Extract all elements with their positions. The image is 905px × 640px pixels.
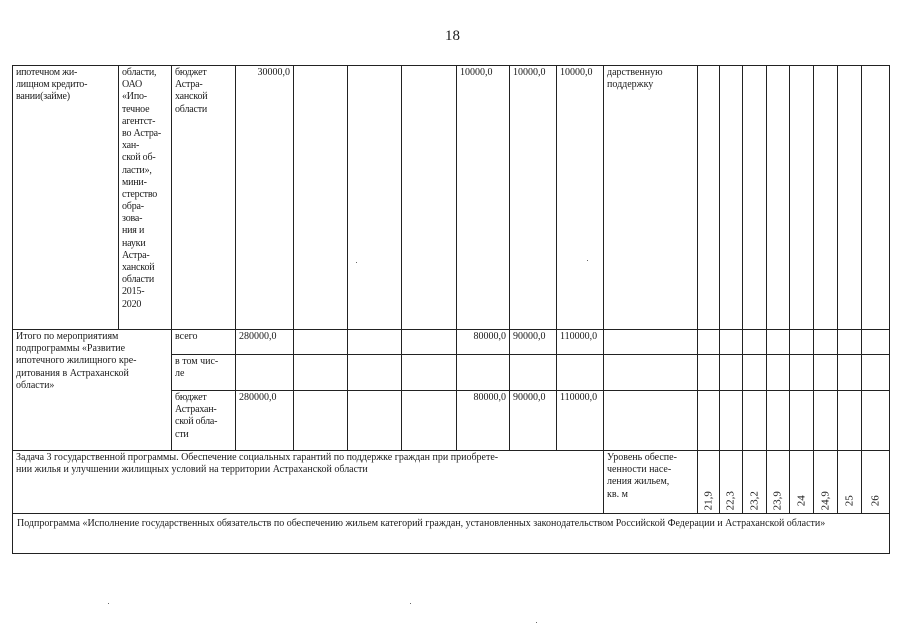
indicator-value: 24,9 xyxy=(818,490,831,510)
subprogram-row xyxy=(13,514,890,554)
measure-executors: области, ОАО «Ипо- течное агентст- во Астра- хан- ской об- ласти», мини- стерство обра- зова- ния и науки Астра- ханской области 2015- 2020 xyxy=(119,66,172,330)
measure-name: ипотечном жи- лищном кредито- вании(займе) xyxy=(13,66,119,330)
subtotal-year4: 80000,0 xyxy=(457,330,510,355)
indicator-value: 21,9 xyxy=(701,490,714,510)
subtotal-budget-year5: 90000,0 xyxy=(510,391,557,451)
subtotal-source-including: в том чис- ле xyxy=(172,355,236,391)
indicator-value: 23,9 xyxy=(771,490,784,510)
subtotal-source-budget: бюджет Астрахан- ской обла- сти xyxy=(172,391,236,451)
scan-speck xyxy=(108,603,109,604)
program-table xyxy=(12,65,890,554)
task3-row xyxy=(13,451,890,514)
subtotal-row-total xyxy=(13,330,890,355)
scan-speck xyxy=(356,262,357,263)
indicator-value: 22,3 xyxy=(724,490,737,510)
measure-year4: 10000,0 xyxy=(457,66,510,330)
subtotal-year5: 90000,0 xyxy=(510,330,557,355)
measure-year5: 10000,0 xyxy=(510,66,557,330)
subtotal-total: 280000,0 xyxy=(236,330,294,355)
indicator-value: 24 xyxy=(794,494,807,506)
measure-year6: 10000,0 xyxy=(557,66,604,330)
subtotal-label: Итого по мероприятиям подпрограммы «Развитие ипотечного жилищного кре- дитования в Астраханской области» xyxy=(13,330,172,451)
indicator-value: 26 xyxy=(868,494,881,506)
subtotal-year6: 110000,0 xyxy=(557,330,604,355)
indicator-value: 25 xyxy=(842,494,855,506)
page-number: 18 xyxy=(445,28,460,44)
measure-row xyxy=(13,66,890,330)
scan-speck xyxy=(587,260,588,261)
scan-speck xyxy=(536,622,537,623)
scan-speck xyxy=(410,603,411,604)
measure-total: 30000,0 xyxy=(236,66,294,330)
measure-source: бюджет Астра- ханской области xyxy=(172,66,236,330)
task3-indicator: Уровень обеспе- ченности насе- ления жильем, кв. м xyxy=(604,451,698,514)
measure-result: дарственную поддержку xyxy=(604,66,698,330)
subprogram-text: Подпрограмма «Исполнение государственных обязательств по обеспечению жильем категорий граждан, установленных законодательством Российской Федерации и Астраханской области» xyxy=(13,514,890,554)
subtotal-budget-total: 280000,0 xyxy=(236,391,294,451)
indicator-value: 23,2 xyxy=(747,490,760,510)
subtotal-budget-year4: 80000,0 xyxy=(457,391,510,451)
subtotal-source-all: всего xyxy=(172,330,236,355)
subtotal-budget-year6: 110000,0 xyxy=(557,391,604,451)
task3-text: Задача 3 государственной программы. Обеспечение социальных гарантий по поддержке граждан при приобрете- нии жилья и улучшении жилищных условий на территории Астраханской области xyxy=(13,451,604,514)
